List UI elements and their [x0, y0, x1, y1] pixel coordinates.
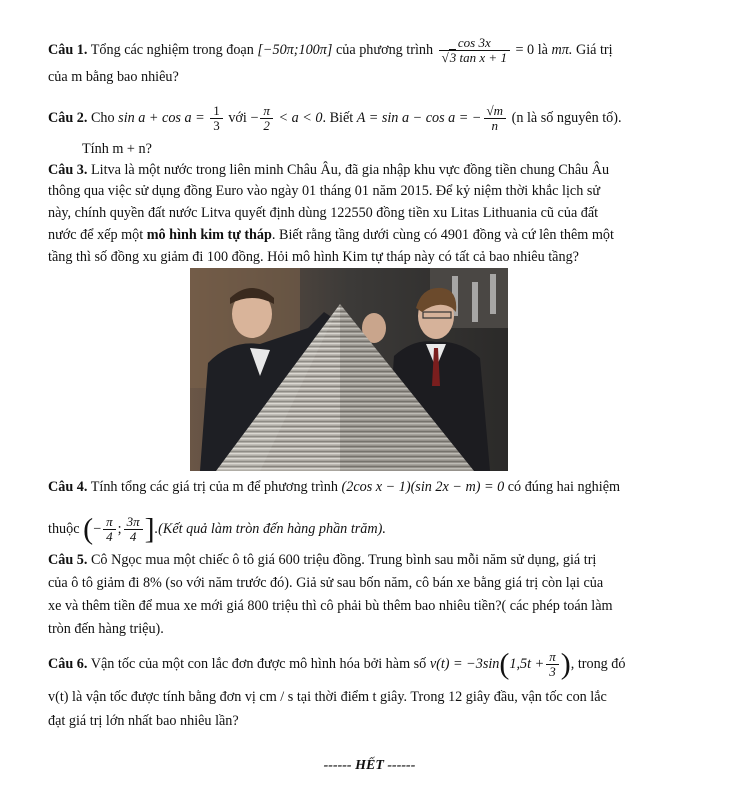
coin-pyramid-photo — [190, 268, 508, 471]
q3-label: Câu 3. — [48, 162, 88, 178]
q4-rounding-note: .(Kết quả làm tròn đến hàng phần trăm). — [154, 520, 386, 537]
q2-fraction-1: $\frac{1}{3}$ — [210, 104, 223, 133]
q5-line-1: Câu 5. Cô Ngọc mua một chiếc ô tô giá 600 triệu đồng. Trung bình sau mỗi năm sử dụng, giá trị — [48, 552, 597, 568]
q2-line-1: Câu 2. Cho sin a + cos a = $\frac{1}{3}$ với − $\frac{\pi}{2}$ < a < 0. Biết A = sin a − cos a = − $\frac{√m}{n}$ (n là số nguyên tố). — [48, 103, 622, 133]
q5-label: Câu 5. — [48, 552, 88, 568]
q1-equation-fraction: $\frac{\cos 3x}{\text{√3 tan x + 1}}$ — [439, 36, 510, 65]
coin-pyramid-illustration — [190, 268, 508, 471]
q3-line-5: tầng thì số đồng xu giảm đi 100 đồng. Hỏi mô hình Kim tự tháp này có tất cả bao nhiêu tầng? — [48, 249, 579, 265]
q4-fraction-2: $\frac{3\pi}{4}$ — [124, 515, 143, 544]
q6-fraction: $\frac{\pi}{3}$ — [546, 650, 559, 679]
q6-function: v(t) = −3sin — [429, 655, 500, 672]
q2-fraction-2: $\frac{\pi}{2}$ — [260, 104, 273, 133]
q5-line-2: của ô tô giảm đi 8% (so với năm trước đó). Giả sử sau bốn năm, cô bán xe bằng giá trị còn lại của — [48, 575, 604, 591]
end-marker: ------ HẾT ------ — [323, 758, 416, 773]
q1-text-4: Giá trị — [575, 41, 613, 58]
q4-label: Câu 4. — [48, 479, 88, 495]
q2-condition: < a < 0 — [278, 109, 323, 126]
q1-eq-den-sqrt: 3 — [449, 50, 457, 65]
q4-line-1: Câu 4. Tính tổng các giá trị của m để phương trình (2cos x − 1)(sin 2x − m) = 0 có đúng hai nghiệm — [48, 479, 621, 495]
q3-pyramid-model: mô hình kim tự tháp — [146, 227, 272, 243]
q2-line-2: Tính m + n? — [82, 141, 152, 157]
q4-fraction-1: $\frac{\pi}{4}$ — [103, 515, 116, 544]
q4-equation: (2cos x − 1)(sin 2x − m) = 0 — [341, 479, 505, 495]
q1-text-3: là — [537, 41, 548, 58]
q5-line-3: xe và thêm tiền để mua xe mới giá 800 triệu thì cô phải bù thêm bao nhiêu tiền?( các phép toán làm — [48, 598, 613, 614]
q5-line-4: tròn đến hàng triệu). — [48, 621, 164, 637]
q2-label: Câu 2. — [48, 109, 88, 126]
q6-line-3: đạt giá trị lớn nhất bao nhiêu lần? — [48, 713, 239, 729]
q1-label: Câu 1. — [48, 41, 88, 58]
q1-text-2: của phương trình — [335, 41, 434, 58]
q1-line-2: của m bằng bao nhiêu? — [48, 69, 179, 85]
q1-mpi: mπ. — [551, 41, 573, 58]
q3-line-1: Câu 3. Litva là một nước trong liên minh Châu Âu, đã gia nhập khu vực đồng tiền chung Châu Âu — [48, 162, 610, 178]
q2-text-4: (n là số nguyên tố). — [511, 109, 622, 126]
q1-line-1 — [48, 36, 613, 65]
q1-text-1: Tổng các nghiệm trong đoạn — [90, 41, 254, 58]
q2-fraction-3: $\frac{√m}{n}$ — [484, 104, 507, 133]
q3-line-2: thông qua việc sử dụng đồng Euro vào ngày 01 tháng 01 năm 2015. Để kỷ niệm thời khắc lịch sử — [48, 183, 601, 199]
q2-text-2: với — [228, 109, 247, 126]
q2-expr-2: A = sin a − cos a = − — [356, 109, 482, 126]
q1-eq-num: cos 3x — [439, 36, 510, 51]
q2-text-3: . Biết — [322, 109, 354, 126]
q2-text-1: Cho — [90, 109, 115, 126]
q3-line-3: này, chính quyền đất nước Litva quyết định dùng 122550 đồng tiền xu Litas Lithuania cũ của đất — [48, 205, 599, 221]
q1-interval: [−50π;100π] — [257, 41, 333, 58]
q4-line-2: thuộc (− $\frac{\pi}{4}$ ; $\frac{3\pi}{4}$ ].(Kết quả làm tròn đến hàng phần trăm). — [48, 512, 386, 546]
q6-line-1: Câu 6. Vận tốc của một con lắc đơn được mô hình hóa bởi hàm số v(t) = −3sin(1,5t + $\frac{\pi}{3}$ ), trong đó — [48, 647, 626, 681]
q1-eq-den-rest: tan x + 1 — [459, 50, 507, 65]
q1-eq-rhs: = 0 — [515, 41, 535, 58]
q6-label: Câu 6. — [48, 655, 88, 672]
q6-line-2: v(t) là vận tốc được tính bằng đơn vị cm / s tại thời điểm t giây. Trong 12 giây đầu, vận tốc con lắc — [48, 689, 607, 705]
q2-expr-1: sin a + cos a = — [118, 109, 205, 126]
q3-line-4: nước để xếp một mô hình kim tự tháp. Biết rằng tầng dưới cùng có 4901 đồng và cứ lên thêm một — [48, 227, 614, 243]
